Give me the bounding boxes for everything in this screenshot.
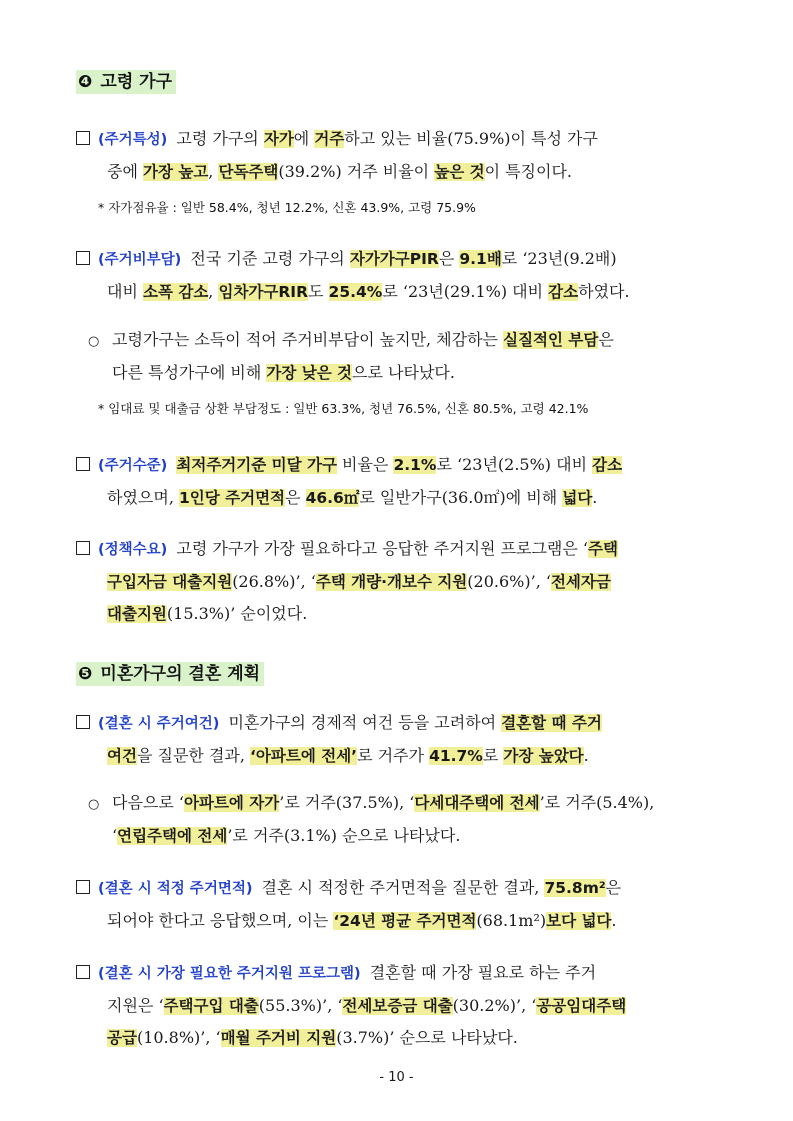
- bold-text: 아파트에 자가: [184, 794, 280, 812]
- text: 전국 기준 고령 가구의: [185, 249, 350, 268]
- bold-text: 높은 것: [434, 163, 485, 181]
- footnote-rent-loan-burden: * 임대료 및 대출금 상환 부담정도 : 일반 63.3%, 청년 76.5%, 신혼 80.5%, 고령 42.1%: [98, 401, 589, 416]
- text: 으로 나타났다.: [352, 363, 455, 382]
- text: 하였으며,: [107, 488, 179, 507]
- bold-text: 41.7%: [429, 747, 483, 765]
- text: 로: [482, 746, 504, 765]
- bold-text: 여건: [107, 747, 137, 765]
- bold-text: 공공임대주택: [536, 997, 627, 1015]
- paragraph-tag: (정책수요): [98, 542, 168, 558]
- bold-text: 감소: [592, 456, 623, 474]
- bold-text: 전세자금: [550, 573, 611, 591]
- bold-text: 자가: [263, 130, 294, 148]
- paragraph-marriage-support-program: [76, 957, 724, 1054]
- bold-text: 소폭 감소: [143, 283, 209, 301]
- bold-text: 대출지원: [107, 605, 167, 623]
- text: ,: [208, 282, 219, 301]
- bold-text: ‘아파트에 전세’: [250, 747, 358, 765]
- text: 을 질문한 결과,: [136, 746, 251, 765]
- bold-text: 감소: [548, 283, 579, 301]
- section-title: 미혼가구의 결혼 계획: [100, 664, 261, 684]
- bold-text: ‘24년 평균 주거면적: [333, 912, 477, 930]
- paragraph-tag: (결혼 시 주거여건): [98, 716, 220, 732]
- section-heading-4: [76, 70, 176, 94]
- text: 에: [293, 129, 315, 148]
- section-number: ❹: [78, 72, 93, 92]
- section-number: ❺: [78, 664, 93, 684]
- paragraph-tag: (주거비부담): [98, 252, 182, 268]
- bold-text: 9.1배: [459, 250, 502, 268]
- bold-text: 주택: [588, 540, 618, 558]
- checkbox-square-icon: [76, 457, 90, 471]
- paragraph-tag: (주거수준): [98, 458, 168, 474]
- bold-text: 주택 개량·개보수 지원: [315, 573, 468, 591]
- paragraph-marriage-housing-condition: [76, 707, 724, 772]
- bold-text: 공급: [107, 1029, 137, 1047]
- paragraph-policy-demand: [76, 533, 724, 630]
- bold-text: 주택구입 대출: [163, 997, 259, 1015]
- bold-text: 보다 넓다: [546, 912, 612, 930]
- section-title: 고령 가구: [100, 72, 173, 92]
- bold-text: 가장 높고: [143, 163, 209, 181]
- bold-text: 임차가구RIR: [218, 283, 308, 301]
- text: 결혼할 때 가장 필요로 하는 주거: [364, 963, 597, 982]
- checkbox-square-icon: [76, 965, 90, 979]
- bold-text: 넓다: [562, 489, 593, 507]
- paragraph-tag: (결혼 시 적정 주거면적): [98, 881, 253, 897]
- text: 중에: [107, 162, 143, 181]
- bold-text: 전세보증금 대출: [342, 997, 453, 1015]
- paragraph-housing-cost-burden: [76, 243, 724, 308]
- checkbox-square-icon: [76, 715, 90, 729]
- checkbox-square-icon: [76, 541, 90, 555]
- text: 고령가구는 소득이 적어 주거비부담이 높지만, 체감하는: [112, 330, 504, 349]
- text: ‘: [112, 826, 118, 845]
- text: 하고 있는 비율(75.9%)이 특성 가구: [344, 129, 598, 148]
- bold-text: 거주: [314, 130, 345, 148]
- sub-paragraph-perceived-burden: [88, 324, 724, 389]
- text: 고령 가구가 가장 필요하다고 응답한 주거지원 프로그램은 ‘: [171, 539, 589, 558]
- bold-text: 구입자금 대출지원: [107, 573, 233, 591]
- text: (39.2%) 거주 비율이: [278, 162, 435, 181]
- text: ,: [208, 162, 219, 181]
- text: 고령 가구의: [171, 129, 264, 148]
- text: (55.3%)’, ‘: [258, 996, 343, 1015]
- paragraph-housing-standard: [76, 449, 724, 514]
- bold-text: 가장 높았다: [503, 747, 584, 765]
- text: 은: [285, 488, 306, 507]
- bold-text: 매월 주거비 지원: [220, 1029, 337, 1047]
- checkbox-square-icon: [76, 131, 90, 145]
- text: .: [592, 488, 598, 507]
- sub-paragraph-housing-ranking: [88, 787, 724, 852]
- bold-text: 자가가구PIR: [349, 250, 439, 268]
- paragraph-tag: (주거특성): [98, 132, 168, 148]
- text: 다른 특성가구에 비해: [112, 363, 267, 382]
- text: 로 일반가구(36.0㎡)에 비해: [359, 488, 563, 507]
- text: 되어야 한다고 응답했으며, 이는: [107, 911, 334, 930]
- text: 하였다.: [578, 282, 630, 301]
- bold-text: 다세대주택에 전세: [414, 794, 540, 812]
- text: 비율은: [336, 455, 394, 474]
- section-heading-5: [76, 662, 264, 686]
- text: 대비: [107, 282, 143, 301]
- bullet-circle-icon: ○: [88, 797, 100, 812]
- text: (30.2%)’, ‘: [452, 996, 537, 1015]
- paragraph-tag: (결혼 시 가장 필요한 주거지원 프로그램): [98, 966, 361, 982]
- text: (26.8%)’, ‘: [232, 572, 316, 591]
- bullet-circle-icon: ○: [88, 334, 100, 349]
- bold-text: 결혼할 때 주거: [501, 714, 602, 732]
- text: ’로 거주(5.4%),: [539, 793, 655, 812]
- text: 결혼 시 적정한 주거면적을 질문한 결과,: [256, 878, 545, 897]
- text: ’로 거주(37.5%), ‘: [279, 793, 415, 812]
- text: 미혼가구의 경제적 여건 등을 고려하여: [223, 713, 502, 732]
- text: 로 ‘23년(2.5%) 대비: [436, 455, 593, 474]
- paragraph-housing-characteristics: [76, 123, 724, 188]
- bold-text: 연립주택에 전세: [117, 827, 228, 845]
- text: 도: [308, 282, 329, 301]
- checkbox-square-icon: [76, 880, 90, 894]
- text: (10.8%)’, ‘: [136, 1028, 221, 1047]
- text: 은: [438, 249, 460, 268]
- bold-text: 실질적인 부담: [503, 331, 599, 349]
- text: 지원은 ‘: [107, 996, 164, 1015]
- bold-text: 46.6㎡: [305, 489, 360, 507]
- text: .: [611, 911, 617, 930]
- text: 다음으로 ‘: [112, 793, 184, 812]
- text: 이 특징이다.: [484, 162, 573, 181]
- bold-text: 1인당 주거면적: [179, 489, 286, 507]
- text: 로 ‘23년(29.1%) 대비: [382, 282, 549, 301]
- text: 로 거주가: [357, 746, 430, 765]
- bold-text: 단독주택: [218, 163, 279, 181]
- text: (15.3%)’ 순이었다.: [166, 604, 308, 623]
- bold-text: 최저주거기준 미달 가구: [176, 456, 337, 474]
- bold-text: 2.1%: [393, 456, 437, 474]
- text: .: [583, 746, 589, 765]
- text: 로 ‘23년(9.2배): [501, 249, 617, 268]
- text: (3.7%)’ 순으로 나타났다.: [336, 1028, 518, 1047]
- footnote-home-ownership: * 자가점유율 : 일반 58.4%, 청년 12.2%, 신혼 43.9%, 고령 75.9%: [98, 200, 476, 215]
- bold-text: 75.8m²: [544, 879, 606, 897]
- text: 은: [605, 878, 622, 897]
- text: (20.6%)’, ‘: [467, 572, 551, 591]
- bold-text: 25.4%: [328, 283, 383, 301]
- bold-text: 가장 낮은 것: [266, 364, 353, 382]
- text: ’로 거주(3.1%) 순으로 나타났다.: [227, 826, 461, 845]
- page-number: - 10 -: [379, 1070, 414, 1085]
- checkbox-square-icon: [76, 251, 90, 265]
- text: (68.1m²): [476, 911, 547, 930]
- paragraph-marriage-housing-area: [76, 872, 724, 937]
- text: 은: [598, 330, 614, 349]
